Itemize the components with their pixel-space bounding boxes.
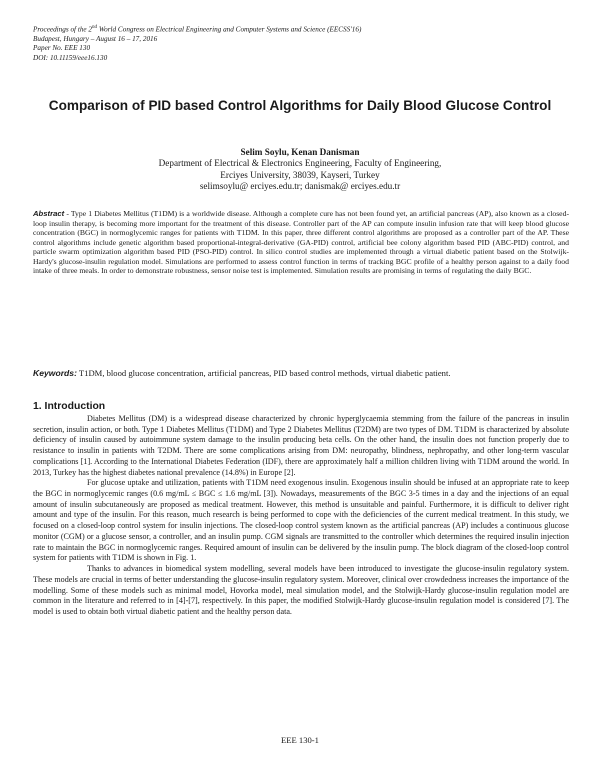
keywords-text: T1DM, blood glucose concentration, artificial pancreas, PID based control methods, virtual diabetic patient. xyxy=(76,368,451,378)
paragraph: Thanks to advances in biomedical system modelling, several models have been introduced to investigate the glucose-insulin regulatory system. These models are crucial in terms of better understanding the glucose-insulin regulatory system. Moreover, clinical over crowdedness increases the importance of the modelling. Some of these models such as minimal model, Hovorka model, meal simulation model, and the Stolwijk-Hardy glucose-insulin regulation model are common in the literature and referred to in [4]-[7], respectively. In this paper, the modified Stolwijk-Hardy glucose-insulin regulation model is considered [7]. The model is used to obtain both virtual diabetic patient and the healthy person data. xyxy=(33,564,569,616)
author-block xyxy=(30,147,570,193)
paper-title: Comparison of PID based Control Algorithms for Daily Blood Glucose Control xyxy=(48,98,552,113)
author-names: Selim Soylu, Kenan Danisman xyxy=(240,147,360,157)
header-conference-name: World Congress on Electrical Engineering and Computer Systems and Science (EECSS'16) xyxy=(97,25,362,34)
page-footer: EEE 130-1 xyxy=(281,735,319,745)
keywords xyxy=(33,368,569,379)
header-line-paper-no: Paper No. EEE 130 xyxy=(33,44,91,53)
paragraph: Diabetes Mellitus (DM) is a widespread disease characterized by chronic hyperglycaemia stemming from the failure of the pancreas in insulin secretion, insulin action, or both. Type 1 Diabetes Mellitus (T1DM) and Type 2 Diabetes Mellitus (T2DM) are two types of DM. T1DM is characterized by absolute deficiency of insulin caused by autoimmune system damage to the insulin producing beta cells. On the other hand, the insulin does not function properly due to resistance to insulin in patients with T2DM. There are some complications arising from DM: neuropathy, blindness, nephropathy, and other long-term vascular complications [1]. According to the International Diabetes Federation (IDF), there are approximately half a million children living with T1DM around the world. In 2013, Turkey has the highest diabetes national prevalence (14.8%) in Europe [2]. xyxy=(33,414,569,477)
header-line-doi: DOI: 10.11159/eee16.130 xyxy=(33,53,108,62)
author-emails: selimsoylu@ erciyes.edu.tr; danismak@ erciyes.edu.tr xyxy=(199,181,401,192)
paragraph: For glucose uptake and utilization, patients with T1DM need exogenous insulin. Exogenous insulin should be infused at an appropriate rate to keep the BGC in normoglycemic ranges (0.6 mg/mL ≤ BGC ≤ 1.6 mg/mL [3]). Nowadays, measurements of the BGC 3-5 times in a day and the injections of an equal amount of insulin subcutaneously are proposed as medical treatment. However, this method is unsuitable and painful. Furthermore, it is difficult to deliver right amount and type of the insulin. For this reason, much research is being performed to cope with the deficiencies of the current medical treatment. In this study, we focused on a closed-loop control system for insulin injections. The closed-loop control system known as the artificial pancreas (AP) includes a continuous glucose monitor (CGM) or a glucose sensor, a controller, and an insulin pump. CGM signals are transmitted to the controller which determines the required insulin injection rate to maintain the BGC in normoglycemic ranges. Required amount of insulin can be delivered by the insulin pump. The block diagram of the closed-loop control system for patients with T1DM is shown in Fig. 1. xyxy=(33,478,569,563)
author-department: Department of Electrical & Electronics Engineering, Faculty of Engineering, xyxy=(158,158,442,169)
keywords-label: Keywords: xyxy=(33,368,77,378)
proceedings-header xyxy=(33,23,361,63)
header-ordinal-sup: nd xyxy=(92,25,98,30)
header-line-location: Budapest, Hungary – August 16 – 17, 2016 xyxy=(33,34,158,43)
introduction-body xyxy=(33,414,569,618)
abstract-label: Abstract xyxy=(33,209,65,218)
author-university: Erciyes University, 38039, Kayseri, Turkey xyxy=(220,169,380,180)
header-line-conference xyxy=(33,23,361,35)
section-heading: 1. Introduction xyxy=(33,401,106,412)
abstract xyxy=(33,209,569,276)
header-conference-prefix: Proceedings of the 2 xyxy=(33,25,93,34)
abstract-text: - Type 1 Diabetes Mellitus (T1DM) is a worldwide disease. Although a complete cure has not been found yet, an artificial pancreas (AP), also known as a closed-loop insulin therapy, is becoming more important for the treatment of this disease. Controller part of the AP can compute insulin infusion rate that will keep blood glucose concentration (BGC) in normoglycemic ranges for patients with T1DM. In this paper, three different control algorithms are proposed as a controller part of the AP. These control algorithms include genetic algorithm based proportional-integral-derivative (GA-PID) control, artificial bee colony algorithm based PID (ABC-PID) control, and particle swarm optimization algorithm based PID (PSO-PID) control. In silico control studies are implemented through a virtual diabetic patient based on the Stolwijk-Hardy's glucose-insulin regulation model. Simulations are performed to assess control function in terms of tracking BGC profile of a healthy person against to a daily food intake of three meals. In order to demonstrate robustness, sensor noise test is implemented. Simulation results are promising in terms of regulating the daily BGC. xyxy=(33,209,569,276)
